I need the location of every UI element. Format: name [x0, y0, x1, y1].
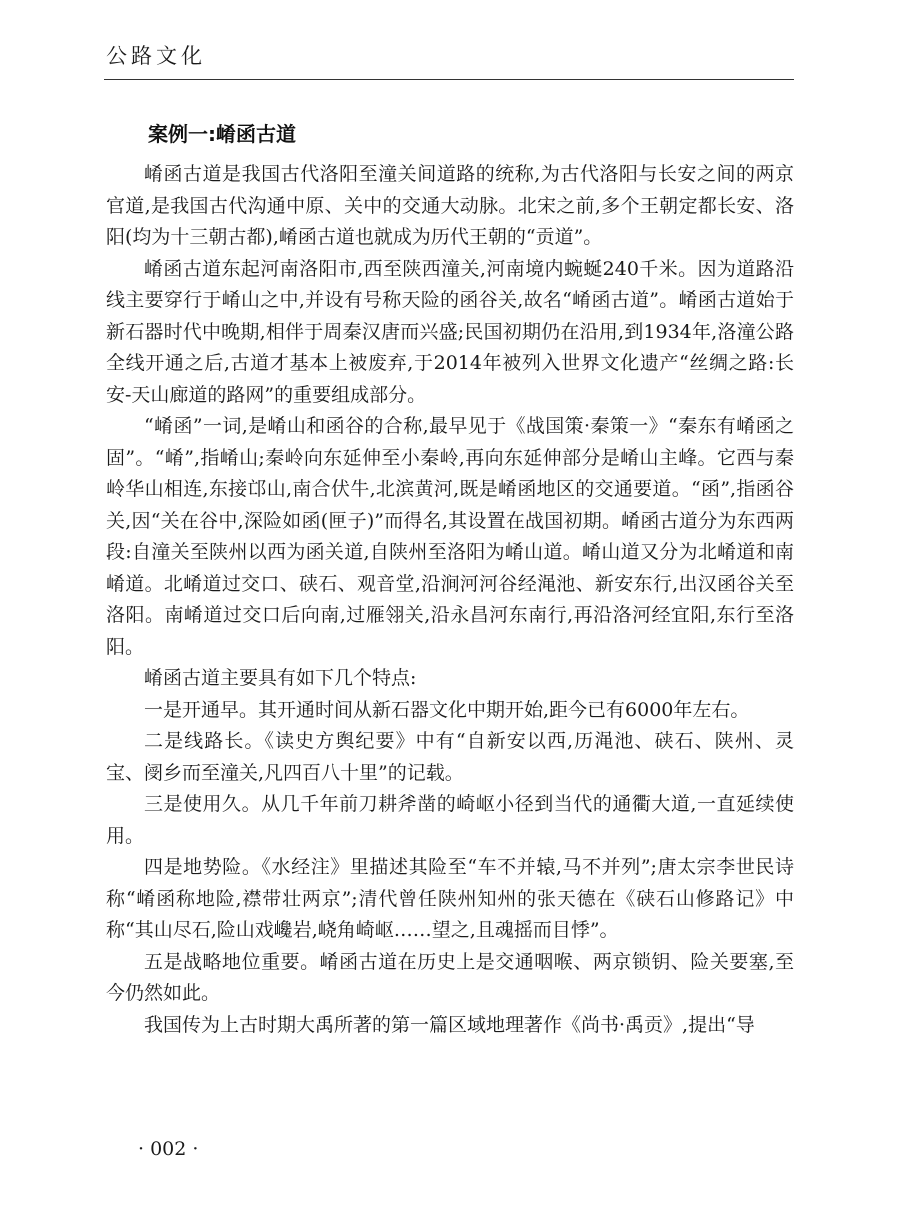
- paragraph: 一是开通早。其开通时间从新石器文化中期开始,距今已有6000年左右。: [144, 698, 750, 721]
- running-head: 公路文化: [106, 44, 206, 68]
- body-text: [106, 159, 794, 1041]
- page-number: · 002 ·: [138, 1138, 199, 1160]
- paragraph: 崤函古道东起河南洛阳市,西至陕西潼关,河南境内蜿蜒240千米。因为道路沿线主要穿行于崤山之中,并设有号称天险的函谷关,故名“崤函古道”。崤函古道始于新石器时代中晚期,相伴于周秦汉唐而兴盛;民国初期仍在沿用,到1934年,洛潼公路全线开通之后,古道才基本上被废弃,于2014年被列入世界文化遗产“丝绸之路:长安-天山廊道的路网”的重要组成部分。: [106, 257, 794, 406]
- paragraph: 四是地势险。《水经注》里描述其险至“车不并辕,马不并列”;唐太宗李世民诗称“崤函称地险,襟带壮两京”;清代曾任陕州知州的张天德在《硖石山修路记》中称“其山尽石,险山戏巉岩,峣角崎岖……望之,且魂摇而目悸”。: [106, 856, 794, 941]
- paragraph: “崤函”一词,是崤山和函谷的合称,最早见于《战国策·秦策一》“秦东有崤函之固”。“崤”,指崤山;秦岭向东延伸至小秦岭,再向东延伸部分是崤山主峰。它西与秦岭华山相连,东接邙山,南合伏牛,北滨黄河,既是崤函地区的交通要道。“函”,指函谷关,因“关在谷中,深险如函(匣子)”而得名,其设置在战国初期。崤函古道分为东西两段:自潼关至陕州以西为函关道,自陕州至洛阳为崤山道。崤山道又分为北崤道和南崤道。北崤道过交口、硖石、观音堂,沿涧河河谷经渑池、新安东行,出汉函谷关至洛阳。南崤道过交口后向南,过雁翎关,沿永昌河东南行,再沿洛河经宜阳,东行至洛阳。: [106, 415, 794, 658]
- paragraph: 五是战略地位重要。崤函古道在历史上是交通咽喉、两京锁钥、险关要塞,至今仍然如此。: [106, 950, 794, 1004]
- paragraph: 二是线路长。《读史方舆纪要》中有“自新安以西,历渑池、硖石、陕州、灵宝、阌乡而至潼关,凡四百八十里”的记载。: [106, 730, 794, 784]
- header-divider: [104, 79, 794, 80]
- section-title: 案例一:崤函古道: [148, 122, 296, 146]
- paragraph: 崤函古道主要具有如下几个特点:: [144, 667, 417, 689]
- paragraph: 崤函古道是我国古代洛阳至潼关间道路的统称,为古代洛阳与长安之间的两京官道,是我国古代沟通中原、关中的交通大动脉。北宋之前,多个王朝定都长安、洛阳(均为十三朝古都),崤函古道也就成为历代王朝的“贡道”。: [106, 163, 794, 248]
- paragraph: 三是使用久。从几千年前刀耕斧凿的崎岖小径到当代的通衢大道,一直延续使用。: [106, 793, 794, 847]
- paragraph: 我国传为上古时期大禹所著的第一篇区域地理著作《尚书·禹贡》,提出“导: [144, 1013, 755, 1036]
